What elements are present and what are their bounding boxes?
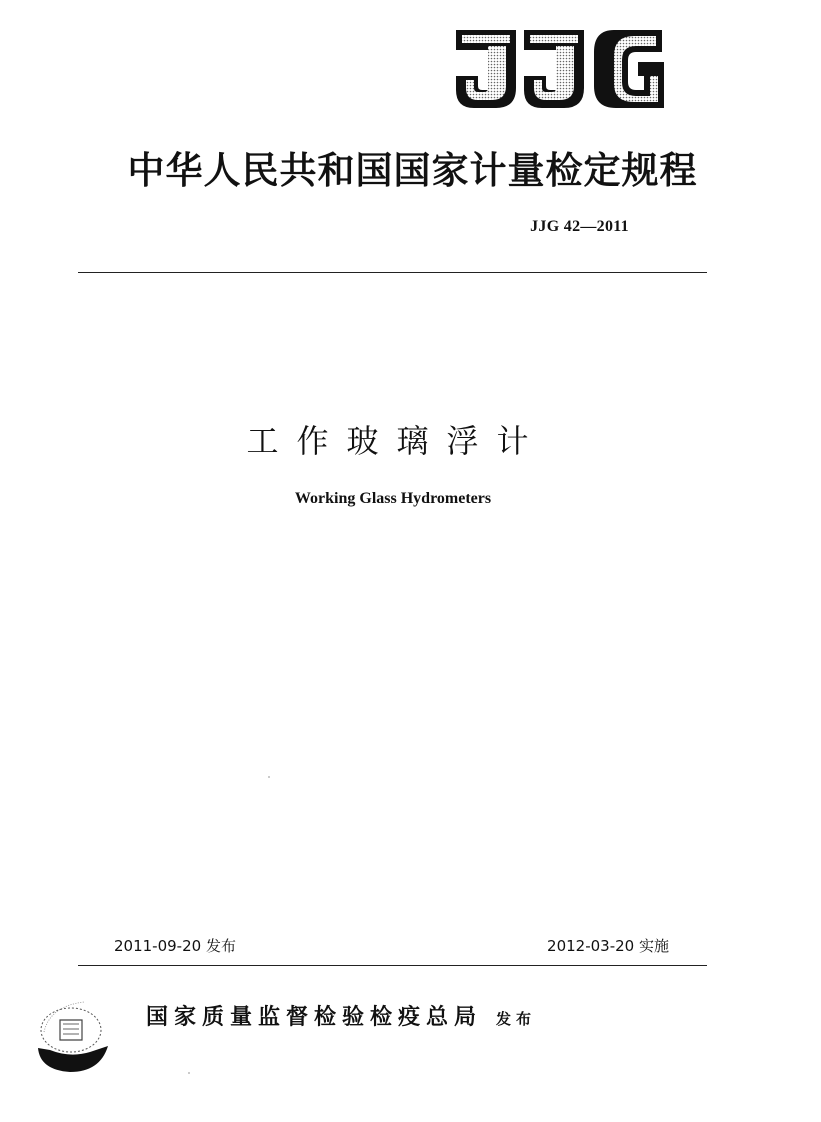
standard-number: JJG 42—2011	[530, 218, 629, 235]
issuing-authority: 国家质量监督检验检疫总局	[146, 1004, 483, 1030]
divider-top	[78, 272, 707, 273]
logo-letter-j1	[456, 30, 516, 108]
issue-date: 2011-09-20 发布	[114, 937, 236, 955]
issue-action-label: 发布	[496, 1010, 537, 1028]
logo-letter-j2	[524, 30, 584, 108]
issuer-line	[146, 1000, 536, 1031]
divider-bottom	[78, 965, 707, 966]
regulation-series-title: 中华人民共和国国家计量检定规程	[127, 149, 698, 192]
copyright-seal-stamp	[30, 992, 112, 1074]
logo-letter-g	[594, 30, 664, 108]
document-title-english: Working Glass Hydrometers	[294, 490, 492, 507]
scan-speck	[188, 1072, 190, 1074]
scan-speck	[268, 776, 270, 778]
jjg-logo	[448, 24, 664, 114]
document-title-chinese: 工作玻璃浮计	[246, 422, 547, 460]
implementation-date: 2012-03-20 实施	[547, 937, 669, 955]
